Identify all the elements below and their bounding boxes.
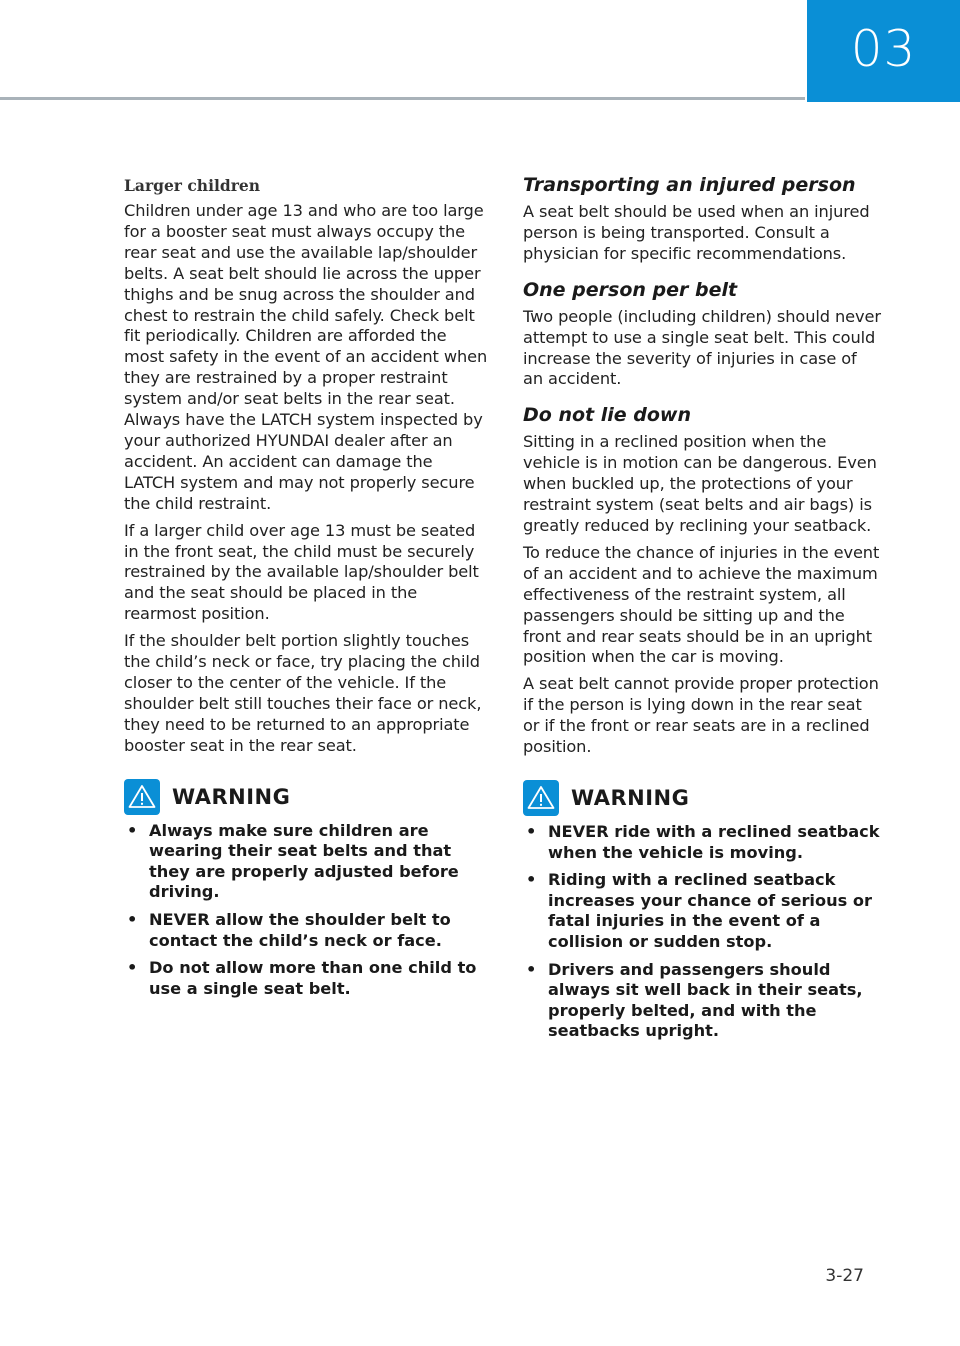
warning-triangle-icon xyxy=(523,780,559,816)
larger-children-heading: Larger children xyxy=(124,176,260,195)
warning-header xyxy=(523,780,881,816)
warning-item: • Always make sure children are wearing their seat belts and that they are properly adjusted before driving. xyxy=(124,821,488,903)
warning-item: • NEVER ride with a reclined seatback when the vehicle is moving. xyxy=(523,822,881,863)
warning-label: WARNING xyxy=(172,784,291,809)
page-number: 3-27 xyxy=(825,1266,864,1286)
warning-list xyxy=(523,822,881,1042)
warning-item: • Drivers and passengers should always sit well back in their seats, properly belted, and with the seatbacks upright. xyxy=(523,960,881,1042)
warning-list xyxy=(124,821,488,1000)
chapter-tab: 03 xyxy=(807,0,960,102)
warning-triangle-icon xyxy=(124,779,160,815)
right-column xyxy=(523,168,881,1049)
paragraph: A seat belt cannot provide proper protection if the person is lying down in the rear seat or if the front or rear seats are in a reclined position. xyxy=(523,674,879,757)
warning-header xyxy=(124,779,488,815)
warning-label: WARNING xyxy=(571,785,690,810)
header-rule xyxy=(0,97,805,100)
warning-item: • NEVER allow the shoulder belt to contact the child’s neck or face. xyxy=(124,910,488,951)
section-heading-lie-down: Do not lie down xyxy=(523,404,691,427)
paragraph: If a larger child over age 13 must be seated in the front seat, the child must be securely restrained by the available lap/shoulder belt and the seat should be placed in the rearmost position. xyxy=(124,520,479,624)
section-heading-one-person: One person per belt xyxy=(523,278,738,301)
warning-item: • Do not allow more than one child to use a single seat belt. xyxy=(124,958,488,999)
paragraph: Sitting in a reclined position when the vehicle is in motion can be dangerous. Even when buckled up, the protections of your restraint system (seat belts and air bags) is greatly reduced by reclining your seatback. xyxy=(523,432,877,535)
paragraph: Two people (including children) should never attempt to use a single seat belt. This could increase the severity of injuries in case of an accident. xyxy=(523,306,881,389)
paragraph: If the shoulder belt portion slightly touches the child’s neck or face, try placing the child closer to the center of the vehicle. If the shoulder belt still touches their face or neck, they need to be returned to an appropriate booster seat in the rear seat. xyxy=(124,631,482,755)
paragraph: To reduce the chance of injuries in the event of an accident and to achieve the maximum effectiveness of the restraint system, all passengers should be sitting up and the front and rear seats should be in an upright position when the car is moving. xyxy=(523,542,880,667)
paragraph: Children under age 13 and who are too large for a booster seat must always occupy the rear seat and use the available lap/shoulder belts. A seat belt should lie across the upper thighs and be snug across the shoulder and chest to restrain the child safely. Check belt fit periodically. Children are afforded the most safety in the event of an accident when they are restrained by a proper restraint system and/or seat belts in the rear seat. Always have the LATCH system inspected by your authorized HYUNDAI dealer after an accident. An accident can damage the LATCH system and may not properly secure the child restraint. xyxy=(124,201,488,513)
warning-item: • Riding with a reclined seatback increases your chance of serious or fatal injuries in the event of a collision or sudden stop. xyxy=(523,870,881,952)
paragraph: A seat belt should be used when an injured person is being transported. Consult a physician for specific recommendations. xyxy=(523,202,870,263)
left-column xyxy=(124,168,488,1006)
section-heading-injured: Transporting an injured person xyxy=(523,174,856,196)
